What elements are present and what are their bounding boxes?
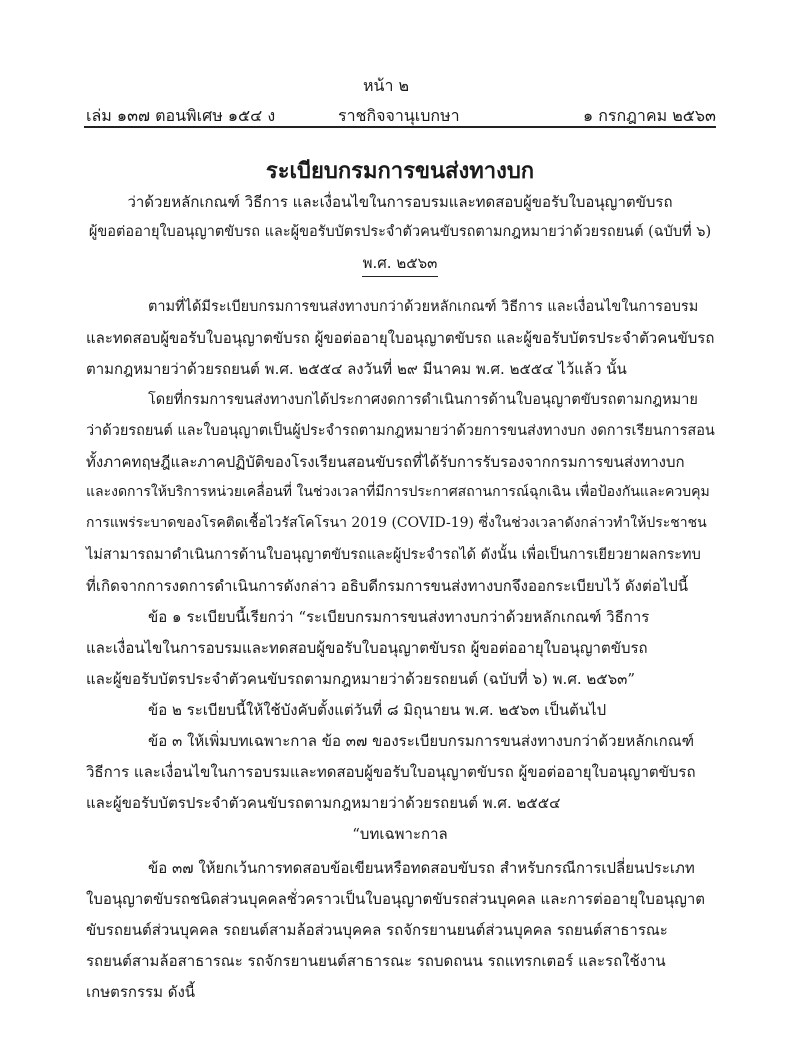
page-number: หน้า ๒ [363,76,410,95]
body-line: และทดสอบผู้ขอรับใบอนุญาตขับรถ ผู้ขอต่ออายุใบอนุญาตขับรถ และผู้ขอรับบัตรประจำตัวคนขับรถ [86,329,715,347]
clause-1-line: ข้อ ๑ ระเบียบนี้เรียกว่า “ระเบียบกรมการขนส่งทางบกว่าด้วยหลักเกณฑ์ วิธีการ [148,608,650,626]
clause-37-line: รถยนต์สามล้อสาธารณะ รถจักรยานยนต์สาธารณะ รถบดถนน รถแทรกเตอร์ และรถใช้งาน [86,952,666,970]
clause-37-line: เกษตรกรรม ดังนี้ [86,983,196,1001]
subtitle-line: ผู้ขอต่ออายุใบอนุญาตขับรถ และผู้ขอรับบัตรประจำตัวคนขับรถตามกฎหมายว่าด้วยรถยนต์ (ฉบับที่ ๖) [88,224,712,240]
document-title: ระเบียบกรมการขนส่งทางบก [265,158,535,184]
clause-1-line: และผู้ขอรับบัตรประจำตัวคนขับรถตามกฎหมายว่าด้วยรถยนต์ (ฉบับที่ ๖) พ.ศ. ๒๕๖๓” [86,670,636,688]
body-line: โดยที่กรมการขนส่งทางบกได้ประกาศงดการดำเนินการด้านใบอนุญาตขับรถตามกฎหมาย [148,392,698,408]
publication-name: ราชกิจจานุเบกษา [338,106,460,125]
body-line: ว่าด้วยรถยนต์ และใบอนุญาตเป็นผู้ประจำรถตามกฎหมายว่าด้วยการขนส่งทางบก งดการเรียนการสอน [86,423,715,439]
clause-3-line: ข้อ ๓ ให้เพิ่มบทเฉพาะกาล ข้อ ๓๗ ของระเบียบกรมการขนส่งทางบกว่าด้วยหลักเกณฑ์ [148,732,695,750]
clause-37-line: ข้อ ๓๗ ให้ยกเว้นการทดสอบข้อเขียนหรือทดสอบขับรถ สำหรับกรณีการเปลี่ยนประเภท [148,859,695,877]
clause-3-line: วิธีการ และเงื่อนไขในการอบรมและทดสอบผู้ขอรับใบอนุญาตขับรถ ผู้ขอต่ออายุใบอนุญาตขับรถ [86,763,696,781]
header-divider [84,126,716,128]
issue-info: เล่ม ๑๓๗ ตอนพิเศษ ๑๕๔ ง [86,106,276,125]
body-line: ตามที่ได้มีระเบียบกรมการขนส่งทางบกว่าด้วยหลักเกณฑ์ วิธีการ และเงื่อนไขในการอบรม [148,299,699,315]
publication-date: ๑ กรกฎาคม ๒๕๖๓ [582,106,716,125]
title-divider [362,276,438,277]
body-line: ที่เกิดจากการงดการดำเนินการดังกล่าว อธิบดีกรมการขนส่งทางบกจึงออกระเบียบไว้ ดังต่อไปนี้ [86,577,689,595]
clause-1-line: และเงื่อนไขในการอบรมและทดสอบผู้ขอรับใบอนุญาตขับรถ ผู้ขอต่ออายุใบอนุญาตขับรถ [86,639,648,657]
subtitle-year: พ.ศ. ๒๕๖๓ [362,254,438,272]
body-line: และงดการให้บริการหน่วยเคลื่อนที่ ในช่วงเวลาที่มีการประกาศสถานการณ์ฉุกเฉิน เพื่อป้องกันและควบคุม [86,484,710,500]
body-line: ไม่สามารถมาดำเนินการด้านใบอนุญาตขับรถและผู้ประจำรถได้ ดังนั้น เพื่อเป็นการเยียวยาผลกระทบ [86,547,701,563]
body-line: การแพร่ระบาดของโรคติดเชื้อไวรัสโคโรนา 2019 (COVID-19) ซึ่งในช่วงเวลาดังกล่าวทำให้ประชาชน [86,515,707,531]
section-heading: “บทเฉพาะกาล [352,825,448,843]
clause-37-line: ขับรถยนต์ส่วนบุคคล รถยนต์สามล้อส่วนบุคคล รถจักรยานยนต์ส่วนบุคคล รถยนต์สาธารณะ [86,921,668,939]
clause-37-line: ใบอนุญาตขับรถชนิดส่วนบุคคลชั่วคราวเป็นใบอนุญาตขับรถส่วนบุคคล และการต่ออายุใบอนุญาต [86,890,706,908]
body-line: ตามกฎหมายว่าด้วยรถยนต์ พ.ศ. ๒๕๕๔ ลงวันที่ ๒๙ มีนาคม พ.ศ. ๒๕๕๔ ไว้แล้ว นั้น [86,360,627,378]
body-line: ทั้งภาคทฤษฎีและภาคปฏิบัติของโรงเรียนสอนขับรถที่ได้รับการรับรองจากกรมการขนส่งทางบก [86,453,685,471]
clause-3-line: และผู้ขอรับบัตรประจำตัวคนขับรถตามกฎหมายว่าด้วยรถยนต์ พ.ศ. ๒๕๕๔ [86,794,561,812]
clause-2-line: ข้อ ๒ ระเบียบนี้ให้ใช้บังคับตั้งแต่วันที่ ๘ มิถุนายน พ.ศ. ๒๕๖๓ เป็นต้นไป [148,701,607,719]
subtitle-line: ว่าด้วยหลักเกณฑ์ วิธีการ และเงื่อนไขในการอบรมและทดสอบผู้ขอรับใบอนุญาตขับรถ [127,193,673,211]
